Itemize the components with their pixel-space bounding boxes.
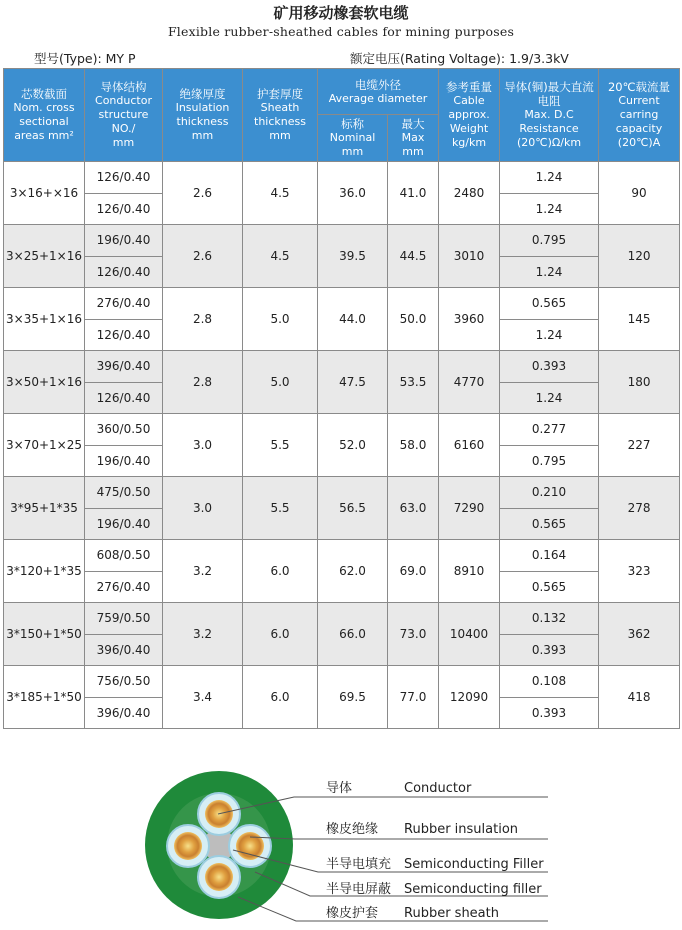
cell-section: 3*95+1*35 <box>4 477 85 540</box>
cell-resistance-earth: 1.24 <box>500 382 599 414</box>
cell-resistance-main: 0.393 <box>500 351 599 383</box>
cell-weight: 3010 <box>439 225 500 288</box>
cell-insulation: 2.6 <box>163 162 243 225</box>
cell-resistance-earth: 1.24 <box>500 193 599 225</box>
col-header-resistance: 导体(铜)最大直流 电阻 Max. D.C Resistance (20℃)Ω/km <box>500 69 599 162</box>
cell-structure-main: 396/0.40 <box>85 351 163 383</box>
title-english: Flexible rubber-sheathed cables for mining purposes <box>167 24 515 39</box>
cell-structure-main: 126/0.40 <box>85 162 163 194</box>
cable-cross-section <box>144 770 294 920</box>
cell-sheath: 6.0 <box>243 540 318 603</box>
cell-resistance-main: 0.108 <box>500 666 599 698</box>
col-header-max: 最大 Max mm <box>388 115 439 162</box>
col-header-nominal: 标称 Nominal mm <box>318 115 388 162</box>
col-header-insulation: 绝缘厚度 Insulation thickness mm <box>163 69 243 162</box>
cell-resistance-earth: 0.393 <box>500 697 599 729</box>
cell-weight: 3960 <box>439 288 500 351</box>
cell-current: 180 <box>599 351 680 414</box>
cell-structure-earth: 396/0.40 <box>85 697 163 729</box>
cell-structure-earth: 126/0.40 <box>85 319 163 351</box>
cell-section: 3*120+1*35 <box>4 540 85 603</box>
cell-section: 3×16+×16 <box>4 162 85 225</box>
leader-insulation <box>250 837 548 839</box>
cell-sheath: 6.0 <box>243 666 318 729</box>
cell-current: 90 <box>599 162 680 225</box>
table-row <box>4 414 680 446</box>
cell-max: 73.0 <box>388 603 439 666</box>
cell-sheath: 5.0 <box>243 288 318 351</box>
cell-structure-main: 196/0.40 <box>85 225 163 257</box>
cell-max: 77.0 <box>388 666 439 729</box>
cell-insulation: 3.2 <box>163 603 243 666</box>
legend-item-shield: 半导电屏蔽 Semiconducting filler <box>326 882 542 897</box>
table-row <box>4 351 680 383</box>
cell-insulation: 3.0 <box>163 414 243 477</box>
cell-structure-earth: 196/0.40 <box>85 445 163 477</box>
cell-resistance-main: 0.277 <box>500 414 599 446</box>
cell-max: 53.5 <box>388 351 439 414</box>
cell-nominal: 69.5 <box>318 666 388 729</box>
cell-resistance-earth: 0.795 <box>500 445 599 477</box>
cell-resistance-main: 1.24 <box>500 162 599 194</box>
cell-insulation: 3.2 <box>163 540 243 603</box>
table-row <box>4 603 680 635</box>
cell-sheath: 5.0 <box>243 351 318 414</box>
cell-structure-main: 360/0.50 <box>85 414 163 446</box>
col-header-section: 芯数截面 Nom. cross sectional areas mm² <box>4 69 85 162</box>
cell-structure-main: 475/0.50 <box>85 477 163 509</box>
cell-structure-main: 759/0.50 <box>85 603 163 635</box>
cell-sheath: 5.5 <box>243 477 318 540</box>
cell-nominal: 47.5 <box>318 351 388 414</box>
core-bottom <box>198 856 240 898</box>
cell-resistance-main: 0.132 <box>500 603 599 635</box>
cell-resistance-main: 0.164 <box>500 540 599 572</box>
cell-structure-main: 608/0.50 <box>85 540 163 572</box>
core-right <box>229 825 271 867</box>
table-row <box>4 666 680 698</box>
cell-weight: 6160 <box>439 414 500 477</box>
cell-max: 63.0 <box>388 477 439 540</box>
cell-structure-earth: 196/0.40 <box>85 508 163 540</box>
cell-nominal: 52.0 <box>318 414 388 477</box>
cell-weight: 12090 <box>439 666 500 729</box>
voltage-label: 额定电压(Rating Voltage): 1.9/3.3kV <box>350 51 569 66</box>
cell-section: 3×35+1×16 <box>4 288 85 351</box>
cell-structure-main: 756/0.50 <box>85 666 163 698</box>
cell-weight: 2480 <box>439 162 500 225</box>
cell-structure-earth: 276/0.40 <box>85 571 163 603</box>
cell-resistance-earth: 0.565 <box>500 508 599 540</box>
cell-nominal: 66.0 <box>318 603 388 666</box>
cell-resistance-earth: 0.393 <box>500 634 599 666</box>
table-row <box>4 477 680 509</box>
cell-max: 50.0 <box>388 288 439 351</box>
cell-structure-earth: 126/0.40 <box>85 382 163 414</box>
cell-structure-main: 276/0.40 <box>85 288 163 320</box>
table-row <box>4 162 680 194</box>
table-row <box>4 540 680 572</box>
cell-weight: 7290 <box>439 477 500 540</box>
cell-sheath: 6.0 <box>243 603 318 666</box>
legend-item-insulation: 橡皮绝缘 Rubber insulation <box>326 822 519 837</box>
cell-current: 227 <box>599 414 680 477</box>
cell-section: 3*150+1*50 <box>4 603 85 666</box>
cell-section: 3×70+1×25 <box>4 414 85 477</box>
col-header-sheath: 护套厚度 Sheath thickness mm <box>243 69 318 162</box>
cell-resistance-main: 0.795 <box>500 225 599 257</box>
col-header-current: 20℃载流量 Current carring capacity (20℃)A <box>599 69 680 162</box>
cell-insulation: 2.6 <box>163 225 243 288</box>
cell-section: 3*185+1*50 <box>4 666 85 729</box>
cell-resistance-main: 0.210 <box>500 477 599 509</box>
cell-max: 58.0 <box>388 414 439 477</box>
col-header-diameter: 电缆外径 Average diameter <box>318 69 439 115</box>
cell-weight: 10400 <box>439 603 500 666</box>
table-row <box>4 225 680 257</box>
cell-weight: 8910 <box>439 540 500 603</box>
cell-max: 69.0 <box>388 540 439 603</box>
cell-resistance-earth: 0.565 <box>500 571 599 603</box>
type-label: 型号(Type): MY P <box>34 51 136 66</box>
cell-sheath: 4.5 <box>243 162 318 225</box>
table-row <box>4 288 680 320</box>
cell-current: 418 <box>599 666 680 729</box>
cell-resistance-earth: 1.24 <box>500 319 599 351</box>
legend-item-conductor: 导体 Conductor <box>326 781 472 796</box>
cell-nominal: 36.0 <box>318 162 388 225</box>
cell-current: 120 <box>599 225 680 288</box>
spec-table <box>3 68 680 729</box>
cell-nominal: 56.5 <box>318 477 388 540</box>
col-header-weight: 参考重量 Cable approx. Weight kg/km <box>439 69 500 162</box>
cell-current: 145 <box>599 288 680 351</box>
table-body <box>4 162 680 729</box>
cell-sheath: 4.5 <box>243 225 318 288</box>
cell-nominal: 62.0 <box>318 540 388 603</box>
cell-resistance-earth: 1.24 <box>500 256 599 288</box>
cell-insulation: 3.0 <box>163 477 243 540</box>
cell-structure-earth: 126/0.40 <box>85 256 163 288</box>
cell-max: 44.5 <box>388 225 439 288</box>
cell-current: 362 <box>599 603 680 666</box>
cell-current: 278 <box>599 477 680 540</box>
cell-resistance-main: 0.565 <box>500 288 599 320</box>
cell-weight: 4770 <box>439 351 500 414</box>
cell-nominal: 44.0 <box>318 288 388 351</box>
legend-item-filler: 半导电填充 Semiconducting Filler <box>326 857 544 872</box>
core-top <box>198 793 240 835</box>
title-chinese: 矿用移动橡套软电缆 <box>273 4 409 22</box>
cell-max: 41.0 <box>388 162 439 225</box>
cell-current: 323 <box>599 540 680 603</box>
cell-insulation: 3.4 <box>163 666 243 729</box>
legend-item-sheath: 橡皮护套 Rubber sheath <box>326 906 499 921</box>
cell-section: 3×25+1×16 <box>4 225 85 288</box>
cell-section: 3×50+1×16 <box>4 351 85 414</box>
cell-structure-earth: 126/0.40 <box>85 193 163 225</box>
cell-sheath: 5.5 <box>243 414 318 477</box>
cell-insulation: 2.8 <box>163 288 243 351</box>
cell-structure-earth: 396/0.40 <box>85 634 163 666</box>
core-left <box>167 825 209 867</box>
cell-insulation: 2.8 <box>163 351 243 414</box>
cell-nominal: 39.5 <box>318 225 388 288</box>
col-header-structure: 导体结构 Conductor structure NO./ mm <box>85 69 163 162</box>
